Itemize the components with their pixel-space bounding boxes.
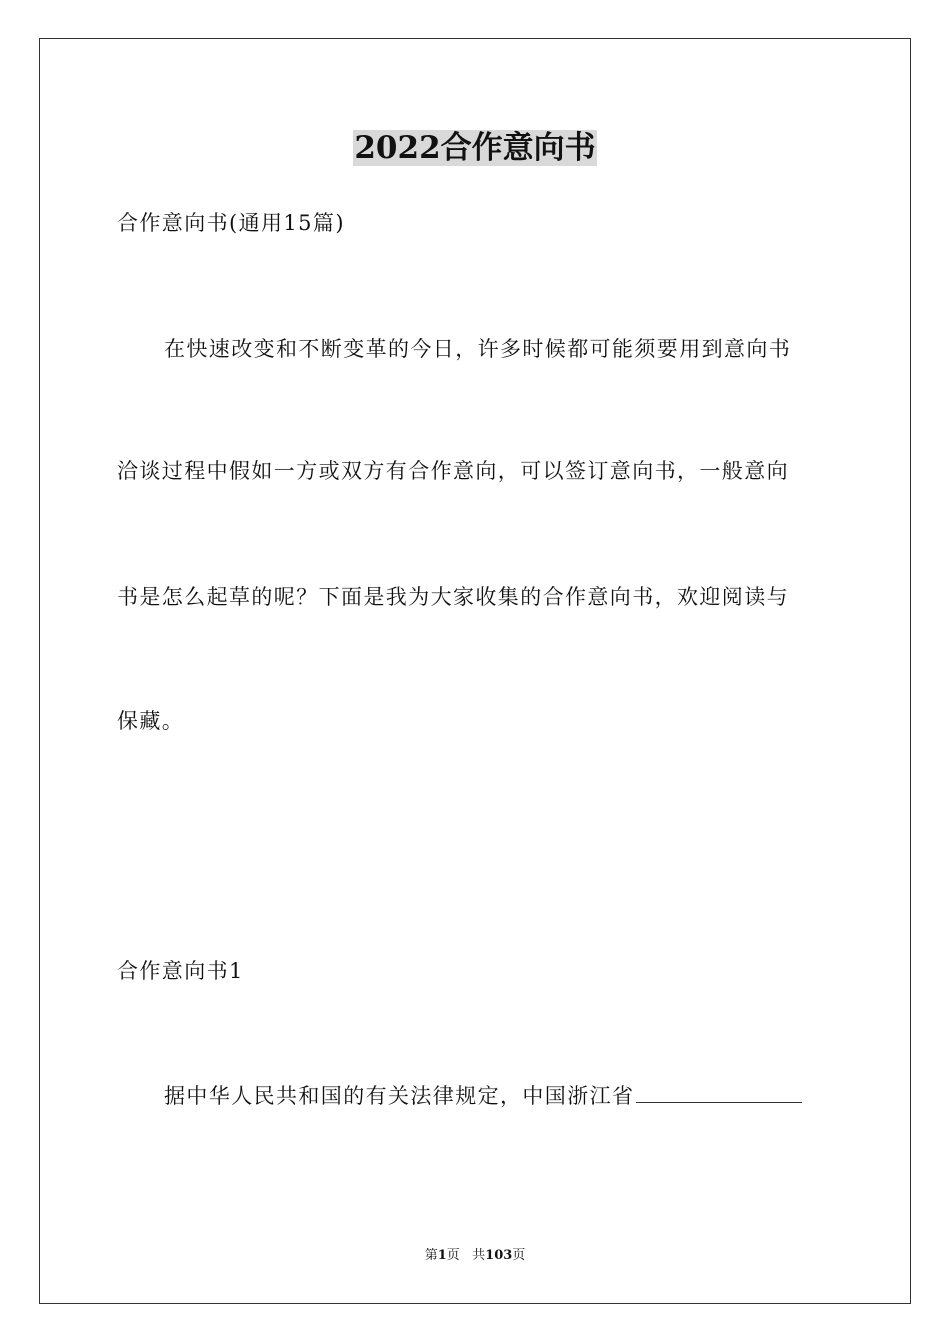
intro-line-2: 洽谈过程中假如一方或双方有合作意向，可以签订意向书，一般意向 <box>117 459 789 483</box>
footer-total-pages: 103 <box>485 1248 513 1263</box>
page-footer <box>0 1246 950 1266</box>
footer-prefix: 第 <box>424 1248 438 1263</box>
intro-line-1: 在快速改变和不断变革的今日，许多时候都可能须要用到意向书 <box>164 337 792 361</box>
document-subtitle: 合作意向书(通用15篇) <box>117 211 345 235</box>
footer-middle: 页 共 <box>446 1248 486 1263</box>
intro-line-3: 书是怎么起草的呢？下面是我为大家收集的合作意向书，欢迎阅读与 <box>117 585 789 609</box>
section-first-line-text: 据中华人民共和国的有关法律规定，中国浙江省 <box>164 1084 635 1108</box>
footer-suffix: 页 <box>512 1248 526 1263</box>
section-heading: 合作意向书1 <box>117 959 244 983</box>
section-first-line <box>164 1080 802 1111</box>
footer-page-number: 1 <box>437 1248 447 1263</box>
document-title <box>0 126 950 170</box>
fill-in-blank <box>636 1080 802 1103</box>
intro-line-4: 保藏。 <box>117 709 185 733</box>
document-title-text: 2022合作意向书 <box>354 130 596 166</box>
